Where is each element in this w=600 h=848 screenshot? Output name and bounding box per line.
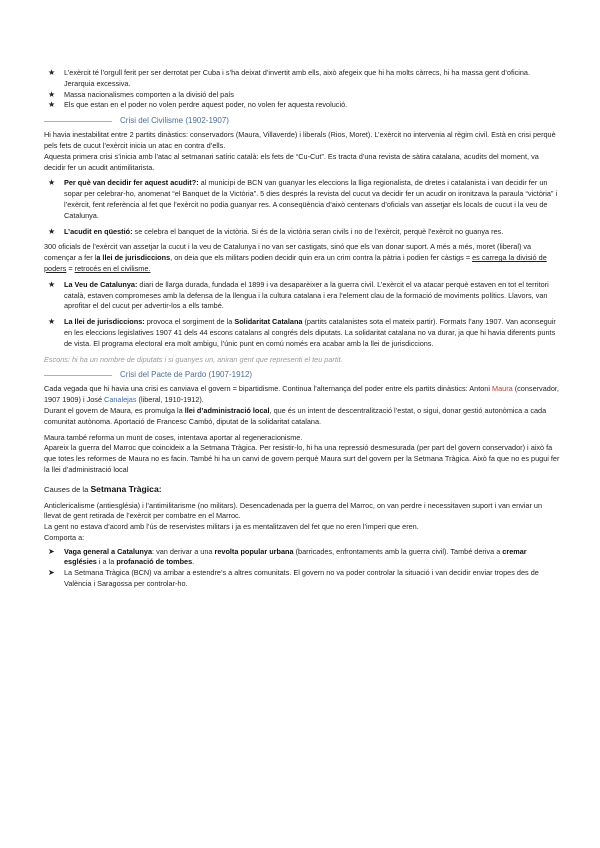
section-heading-civilisme <box>44 115 560 127</box>
list-item-text: Els que estan en el poder no volen perdre aquest poder, no volen fer aquesta revolució. <box>64 100 348 110</box>
intro-bullet-list <box>44 68 560 111</box>
list-item <box>44 280 560 312</box>
heading-rule <box>44 375 112 376</box>
heading-text: Crisi del Pacte de Pardo (1907-1912) <box>120 369 253 379</box>
paragraph: Comporta a: <box>44 532 85 542</box>
star-icon: ★ <box>48 89 56 99</box>
subheading <box>44 484 560 496</box>
list-item-text: diari de llarga durada, fundada el 1899 i va desaparèixer a la guerra civil. L’exèrcit el va atacar perquè estaven en tot el territori català, estaven compromeses amb la defensa de la llengua i la cultura catalana i era l’element clau de la formació de moviments polítics. Llavors, van aprofitar el del cucut per advertir-los a ells també. <box>64 279 549 311</box>
document-page <box>44 68 560 590</box>
bold-label: La Veu de Catalunya: <box>64 279 138 289</box>
bold-text: cremar esglésies <box>64 546 527 567</box>
list-item-text: al municipi de BCN van guanyar les eleccions la lliga regionalista, de dretes i catalanista i van decidir fer un sopar per celebrar-ho, anomenat “el Banquet de la Victòria”. 5 dies després la revista del cucut va decidir fer un acudir on ironitzava la paraula “victòria” i l’exèrcit, fent referència al fet que l’exèrcit no podia guanyar res. A conseqüència d’això centenars d’oficials van assetjar els locals de cucut i la veu de Catalunya. <box>64 178 558 220</box>
text-run: . <box>192 557 195 567</box>
highlighted-name: Maura <box>492 384 513 394</box>
list-item-text: Massa nacionalismes comporten a la divisió del país <box>64 89 234 99</box>
paragraph: Anticlericalisme (antiesglésia) i l’antimilitarisme (no militars). Desencadenada per la guerra del Marroc, on van perdre i necessitaven suport i van enviar un llevat de gent retirada de l’exèrcit per combatre en el Marroc. <box>44 500 543 521</box>
list-item <box>44 90 560 101</box>
veu-bullet-list <box>44 280 560 350</box>
text-run: , on deia que els militars podien decidir quin era un crim contra la pàtria i podien fer càstigs = <box>170 253 473 263</box>
arrow-icon: ➤ <box>48 568 55 578</box>
text-run: = <box>66 263 75 273</box>
highlighted-name: Canalejas <box>104 395 137 405</box>
list-item-text: La Setmana Tràgica (BCN) va arribar a estendre’s a altres comunitats. El govern no va poder controlar la situació i van decidir enviar tropes des de València i Saragossa per controlar-ho. <box>64 568 539 589</box>
arrow-icon: ➤ <box>48 546 55 556</box>
text-run: : van derivar a una <box>152 546 215 556</box>
text-run: provoca el sorgiment de la <box>144 317 235 327</box>
star-icon: ★ <box>48 226 56 236</box>
text-run: Cada vegada que hi havia una crisi es canviava el govern = bipartidisme. Continua l’alternança del poder entre els partits dinàstics: Antoni <box>44 384 493 394</box>
text-run: (barricades, enfrontaments amb la guerra civil). També deriva a <box>293 546 503 556</box>
bold-text: Vaga general a Catalunya <box>64 546 153 556</box>
star-icon: ★ <box>48 279 56 289</box>
paragraph: Maura també reforma un munt de coses, intentava aportar al regeneracionisme. <box>44 432 303 442</box>
paragraph: Apareix la guerra del Marroc que coincideix a la Setmana Tràgica. Per resistir-lo, hi ha una repressió desmesurada (per part del govern conservador) i això fa que totes les reformes de Maura no es facin. També hi ha un canvi de govern perquè Maura surt del govern per la Setmana Tràgica. Això fa que no es pugui fer la llei d’administració local <box>44 443 560 474</box>
text-run: Durant el govern de Maura, es promulga la <box>44 405 185 415</box>
list-item <box>44 178 560 221</box>
bold-label: La llei de jurisdiccions: <box>64 317 145 327</box>
heading-text: Crisi del Civilisme (1902-1907) <box>120 115 229 125</box>
star-icon: ★ <box>48 100 56 110</box>
paragraph <box>44 406 560 428</box>
star-icon: ★ <box>48 317 56 327</box>
note: Escons: hi ha un nombre de diputats i si guanyes un, aniran gent que representi el teu partit. <box>44 354 343 364</box>
list-item <box>44 568 560 590</box>
list-item <box>44 227 560 238</box>
text-run: 300 oficials de l’exèrcit van assetjar la cucut i la veu de Catalunya i no van ser castigats, sinó que els van donar suport. A més a més, moret (liberal) va començar a fer l <box>44 242 532 263</box>
paragraph <box>44 384 560 406</box>
underlined-text: es carrega la divisió de poders <box>44 253 547 273</box>
list-item <box>44 317 560 349</box>
bold-text: Setmana Tràgica: <box>90 483 162 494</box>
bold-text: Solidaritat Catalana <box>234 317 303 327</box>
list-item <box>44 547 560 569</box>
paragraph: La gent no estava d’acord amb l’ús de reservistes militars i ja es mentalitzaven del fet que no eren l’imperi que eren. <box>44 522 419 532</box>
bold-label: L’acudit en qüestió: <box>64 226 133 236</box>
bold-text: profanació de tombes <box>116 557 193 567</box>
text-run: (liberal, 1910-1912). <box>136 395 204 405</box>
text-run: , que és un intent de descentralització l’estat, o sigui, donar gestió autonòmica a cada comunitat autònoma. Aportació de Francesc Cambó, diputat de la solidaritat catalana. <box>44 405 547 426</box>
paragraph: Aquesta primera crisi s’inicia amb l’atac al setmanari satíric català: els fets de “Cu-Cut”. Es tracta d’una revista de sàtira catalana, acudits del moment, va decidir fer un acudit antimilitarista. <box>44 151 539 172</box>
consequences-list <box>44 547 560 590</box>
bold-text: llei d’administració local <box>184 405 270 415</box>
star-icon: ★ <box>48 68 56 77</box>
section-heading-pardo <box>44 369 560 381</box>
text-run: (conservador, 1907 1909) i José <box>44 384 559 405</box>
civilisme-bullet-list <box>44 178 560 237</box>
star-icon: ★ <box>48 178 56 188</box>
list-item <box>44 68 560 90</box>
text-run: (partits catalanistes sota el mateix partir). Formats l’any 1907. Van aconseguir en les eleccions legislatives 1907 41 dels 44 escons catalans al congrés dels diputats. La solidaritat catalana no va durar, ja que hi havia diferents punts de vista. El programa electoral era molt ambigu, l’únic punt en comú només era acabar amb la llei de jurisdiccions. <box>64 317 556 348</box>
bold-label: Per què van decidir fer aquest acudit?: <box>64 178 199 188</box>
underlined-text: retrocés en el civilisme. <box>74 263 151 273</box>
paragraph <box>44 242 560 274</box>
paragraph: Hi havia inestabilitat entre 2 partits dinàstics: conservadors (Maura, Villaverde) i liberals (Rios, Moret). L’exèrcit no intervenia al règim civil. Està en crisi perquè pels fets de cucut l’exèrcit inicia un atac en contra d’ells. <box>44 130 556 150</box>
bold-text: a llei de jurisdiccions <box>96 253 171 263</box>
list-item-text: L’exèrcit té l’orgull ferit per ser derrotat per Cuba i s’ha deixat d’invertit amb ells, això afegeix que hi ha molts càrrecs, hi ha massa gent d’oficina. Jerarquia excessiva. <box>64 68 531 88</box>
list-item-text: se celebra el banquet de la victòria. Si és de la victòria seran civils i no de l’exèrcit, perquè l’exèrcit no guanya res. <box>132 226 504 236</box>
heading-rule <box>44 121 112 122</box>
bold-text: revolta popular urbana <box>214 546 294 556</box>
text-run: i a la <box>96 557 117 567</box>
text-run: Causes de la <box>44 484 91 494</box>
list-item <box>44 100 560 111</box>
